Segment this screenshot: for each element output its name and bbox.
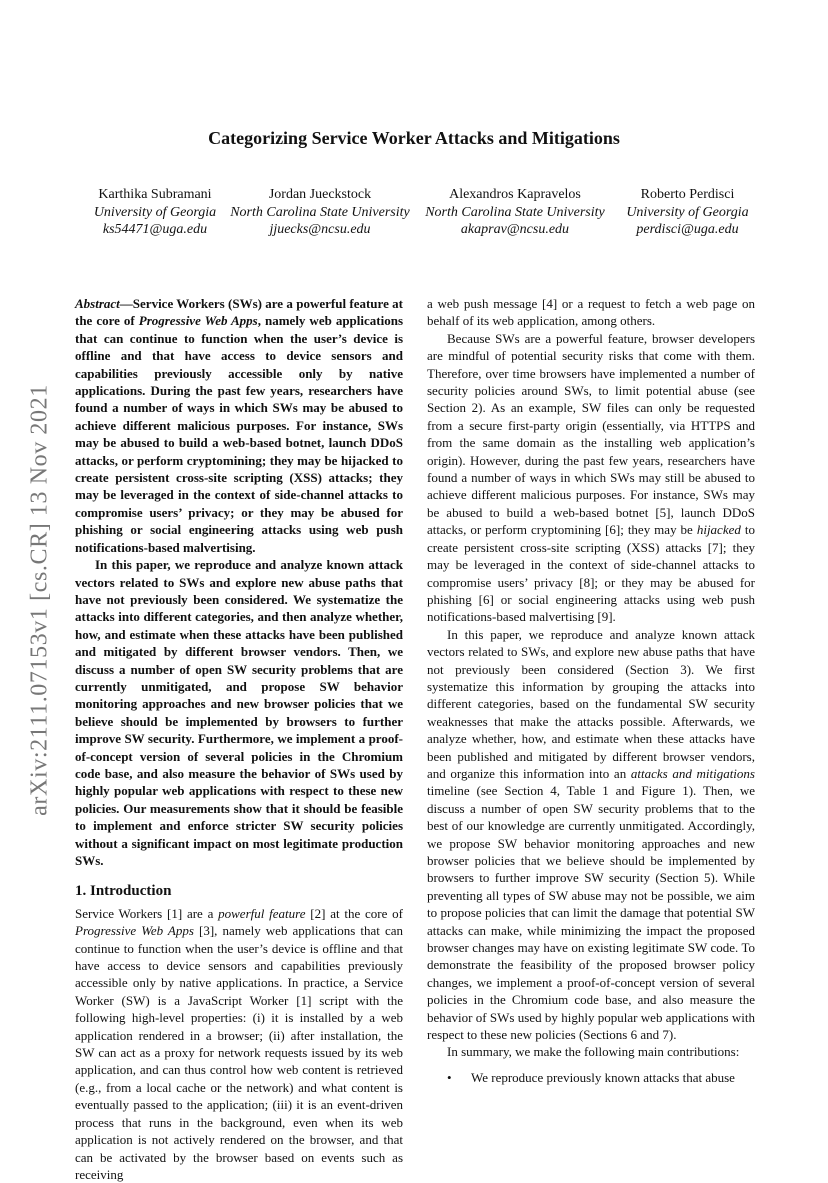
author-email: akaprav@ncsu.edu — [460, 222, 570, 237]
body-paragraph: Because SWs are a powerful feature, browser developers are mindful of potential security risks that come with them. Therefore, over time browsers have implemented a number of security policies around SWs, to limit potential abuse (see Section 2). As an example, SW files can only be requested from a secure first-party origin (essentially, via HTTPS and from the same domain as the installing web application’s origin). However, during the past few years, researchers have found a number of ways in which SWs may still be abused to achieve different malicious purposes. For instance, SWs may be abused to build a web-based botnet [5], launch DDoS attacks, or perform cryptomining [6]; they may be hijacked to create persistent cross-site scripting (XSS) attacks [7]; they may be leveraged in the context of side-channel attacks to compromise users’ privacy [8]; or they may be abused for phishing [6] or social engineering attacks using web push notifications-based malvertising [9]. — [427, 330, 755, 625]
author-list — [80, 186, 760, 246]
author-block — [615, 186, 760, 239]
author-affiliation: University of Georgia — [626, 204, 749, 220]
contribution-list — [427, 1069, 755, 1086]
arxiv-identifier-sidebar — [20, 340, 60, 860]
author-block — [80, 186, 230, 239]
right-column — [427, 295, 755, 1086]
body-paragraph: In this paper, we reproduce and analyze known attack vectors related to SWs, and explore new abuse paths that have not previously been considered (Section 3). We first systematize this information by grouping the attacks into different categories, based on the fundamental SW security weaknesses that make the attacks possible. Afterwards, we analyze whether, how, and estimate when these attacks have been published and mitigated by different browser vendors, and organize this information into an attacks and mitigations timeline (see Section 4, Table 1 and Figure 1). Then, we discuss a number of open SW security problems that to the best of our knowledge are currently unmitigated. Accordingly, we propose SW behavior monitoring approaches and new browser policies that we believe should be implemented by browsers to further improve SW security (Section 5). While preventing all types of SW abuse may not be possible, we aim to propose policies that can limit the damage that potential SW attacks can make, while minimizing the impact the proposed browser changes may have on existing legitimate SW code. To demonstrate the feasibility of the proposed browser policy changes, we implement a proof-of-concept version of several policies in the Chromium code base, and also measure the behavior of SWs used by highly popular web applications with respect to these new policies (Sections 6 and 7). — [427, 626, 755, 1043]
section-heading: 1. Introduction — [75, 883, 172, 900]
author-name: Karthika Subramani — [98, 187, 212, 202]
author-affiliation: University of Georgia — [93, 204, 217, 220]
author-email: ks54471@uga.edu — [102, 222, 208, 237]
author-name: Jordan Jueckstock — [268, 187, 372, 202]
body-paragraph: a web push message [4] or a request to fetch a web page on behalf of its web application, among others. — [427, 296, 755, 329]
bullet-icon: • — [447, 1069, 452, 1085]
abstract — [75, 295, 403, 869]
author-email: jjuecks@ncsu.edu — [269, 222, 371, 237]
abstract-label: Abstract — [75, 296, 120, 311]
body-paragraph: In summary, we make the following main contributions: — [447, 1044, 740, 1060]
author-affiliation: North Carolina State University — [230, 204, 410, 220]
abstract-paragraph: In this paper, we reproduce and analyze known attack vectors related to SWs and explore new abuse paths that have not previously been considered. We systematize the attacks into different categories, and then analyze whether, how, and estimate when these attacks have been published and mitigated by different browser vendors. Then, we discuss a number of open SW security problems that are currently unmitigated, and propose SW behavior monitoring approaches and new browser policies that we believe should be implemented by browsers to further improve SW security. Furthermore, we implement a proof-of-concept version of several policies in the Chromium code base, and also measure the behavior of SWs used by highly popular web applications with respect to these new policies. Our measurements show that it should be feasible to implement and enforce stricter SW security policies without a significant impact on most legitimate production SWs. — [75, 557, 403, 868]
arxiv-identifier: arXiv:2111.07153v1 [cs.CR] 13 Nov 2021 — [26, 384, 53, 816]
author-block — [230, 186, 410, 239]
author-name: Roberto Perdisci — [640, 187, 735, 202]
body-paragraph: Service Workers [1] are a powerful feature [2] at the core of Progressive Web Apps [3], namely web applications that can continue to function when the user’s device is offline and that have access to device sensors and capabilities previously accessible only by native applications. In practice, a Service Worker (SW) is a JavaScript Worker [1] script with the following high-level properties: (i) it is installed by a web application rendered in a browser; (ii) after installation, the SW can act as a proxy for network requests issued by its web application, and can thus control how web content is retrieved (e.g., from a local cache or the network) and what content is eventually passed to the application; (iii) it is an event-driven process that runs in the background, even when its web application is not actively rendered on the browser, and that can be activated by the browser based on events such as receiving — [75, 905, 403, 1182]
author-affiliation: North Carolina State University — [425, 204, 605, 220]
list-item: • We reproduce previously known attacks that abuse — [447, 1069, 735, 1085]
author-name: Alexandros Kapravelos — [449, 187, 581, 202]
author-block — [420, 186, 610, 239]
left-column — [75, 295, 403, 1183]
paper-title: Categorizing Service Worker Attacks and Mitigations — [208, 128, 620, 148]
abstract-paragraph: Abstract—Service Workers (SWs) are a powerful feature at the core of Progressive Web Apps, namely web applications that can continue to function when the user’s device is offline and that have access to device sensors and capabilities previously accessible only by native applications. During the past few years, researchers have found a number of ways in which SWs may be abused to achieve different malicious purposes. For instance, SWs may be abused to build a web-based botnet, launch DDoS attacks, or perform cryptomining; they may be hijacked to create persistent cross-site scripting (XSS) attacks; they may be leveraged in the context of side-channel attacks to compromise users’ privacy; or they may be abused for phishing or social engineering attacks using web push notifications-based malvertising. — [75, 296, 404, 555]
author-email: perdisci@uga.edu — [636, 222, 739, 237]
